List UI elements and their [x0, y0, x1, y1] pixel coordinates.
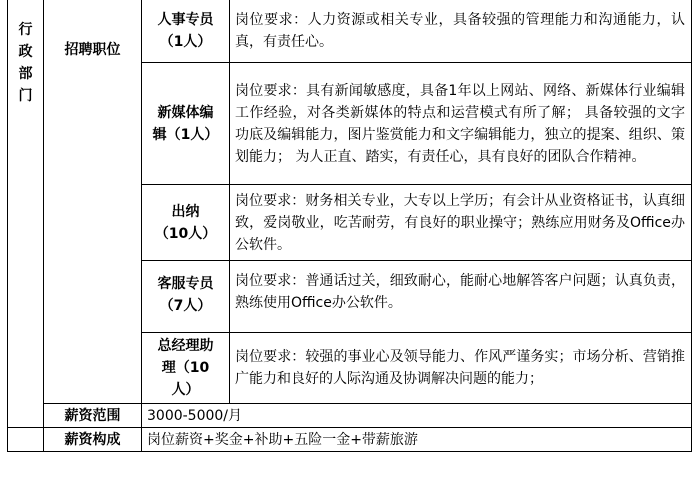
salary-composition-label: 薪资构成: [44, 428, 142, 452]
position-title-line2: 理（10人）: [161, 360, 210, 398]
salary-range-label: 薪资范围: [44, 404, 142, 428]
salary-range-row: [8, 404, 692, 428]
position-requirement: 岗位要求：具有新闻敏感度，具备1年以上网站、网络、新媒体行业编辑工作经验，对各类新媒体的特点和运营模式有所了解； 具备较强的文字功底及编辑能力，图片鉴赏能力和文字编辑能力，独立的提案、组织、策划能力； 为人正直、踏实，有责任心，具有良好的团队合作精神。: [230, 63, 692, 185]
position-title: [142, 333, 230, 404]
position-title: [142, 63, 230, 185]
position-title: [142, 261, 230, 333]
position-title-line1: 出纳: [171, 203, 200, 220]
department-char: 门: [18, 88, 33, 104]
position-requirement: 岗位要求：人力资源或相关专业，具备较强的管理能力和沟通能力，认真，有责任心。: [230, 0, 692, 63]
position-requirement: 岗位要求：较强的事业心及领导能力、作风严谨务实；市场分析、营销推广能力和良好的人际沟通及协调解决问题的能力；: [230, 333, 692, 404]
position-row: [8, 0, 692, 63]
position-title-line1: 客服专员: [157, 276, 214, 292]
position-title: [142, 0, 230, 63]
recruitment-table: [7, 0, 692, 452]
position-title-line1: 总经理助: [157, 338, 214, 354]
salary-range-value: 3000-5000/月: [142, 404, 692, 428]
salary-composition-value: 岗位薪资+奖金+补助+五险一金+带薪旅游: [142, 428, 692, 452]
department-char: 行: [18, 22, 33, 38]
empty-cell: [8, 428, 44, 452]
position-requirement: 岗位要求：财务相关专业，大专以上学历；有会计从业资格证书，认真细致，爱岗敬业，吃苦耐劳，有良好的职业操守；熟练应用财务及Office办公软件。: [230, 185, 692, 261]
position-requirement: 岗位要求：普通话过关，细致耐心，能耐心地解答客户问题；认真负责，熟练使用Office办公软件。: [230, 261, 692, 333]
position-title-line2: 辑（1人）: [152, 126, 219, 143]
position-title-line1: 人事专员: [157, 11, 214, 28]
position-title: [142, 185, 230, 261]
department-name: [8, 0, 44, 428]
department-char: 部: [18, 66, 33, 82]
salary-composition-row: [8, 428, 692, 452]
position-title-line2: （7人）: [159, 298, 212, 314]
department-char: 政: [18, 44, 33, 60]
position-title-line2: （10人）: [154, 225, 217, 242]
position-title-line1: 新媒体编: [157, 104, 214, 121]
category-label: 招聘职位: [44, 0, 142, 404]
position-title-line2: （1人）: [159, 33, 212, 50]
